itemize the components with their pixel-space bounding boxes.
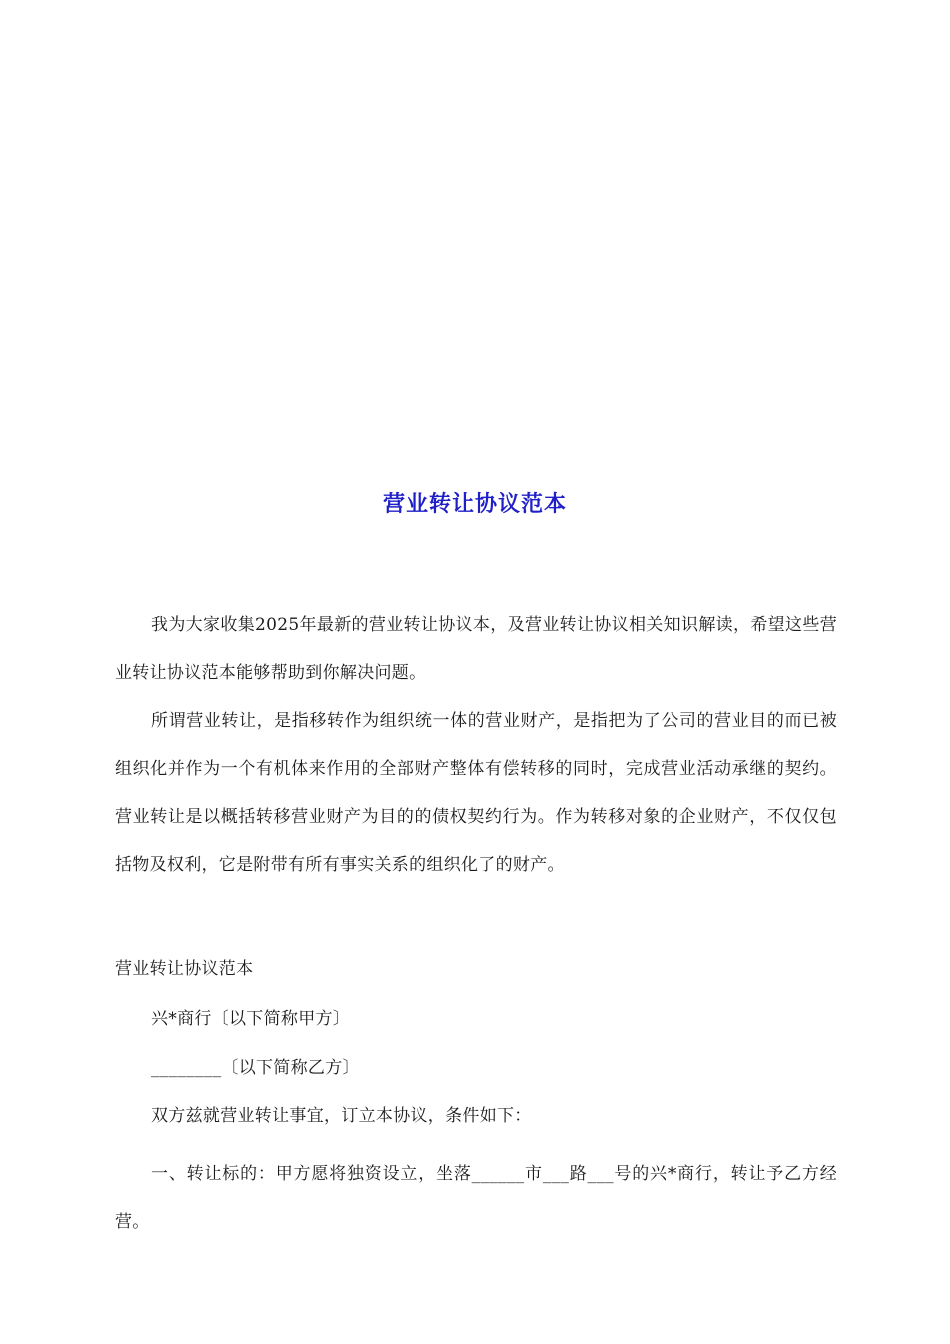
document-title: 营业转让协议范本 — [382, 491, 567, 517]
definition-paragraph: 所谓营业转让，是指移转作为组织统一体的营业财产，是指把为了公司的营业目的而已被组织化并作为一个有机体来作用的全部财产整体有偿转移的同时，完成营业活动承继的契约。营业转让是以概括转移营业财产为目的的债权契约行为。作为转移对象的企业财产，不仅仅包括物及权利，它是附带有所有事实关系的组织化了的财产。 — [115, 711, 837, 875]
intro-paragraph-block — [115, 601, 837, 697]
agreement-line: 双方兹就营业转让事宜，订立本协议，条件如下： — [151, 1106, 532, 1126]
party-b-line: ________〔以下简称乙方〕 — [151, 1058, 360, 1078]
definition-paragraph-block — [115, 697, 837, 889]
party-a-line: 兴*商行〔以下简称甲方〕 — [151, 1009, 351, 1029]
clause-1-block — [115, 1150, 837, 1246]
intro-paragraph: 我为大家收集2025年最新的营业转让协议本，及营业转让协议相关知识解读，希望这些营业转让协议范本能够帮助到你解决问题。 — [115, 615, 837, 683]
section-heading: 营业转让协议范本 — [115, 959, 254, 979]
clause-1: 一、转让标的：甲方愿将独资设立，坐落______市___路___号的兴*商行，转让予乙方经营。 — [115, 1164, 837, 1232]
